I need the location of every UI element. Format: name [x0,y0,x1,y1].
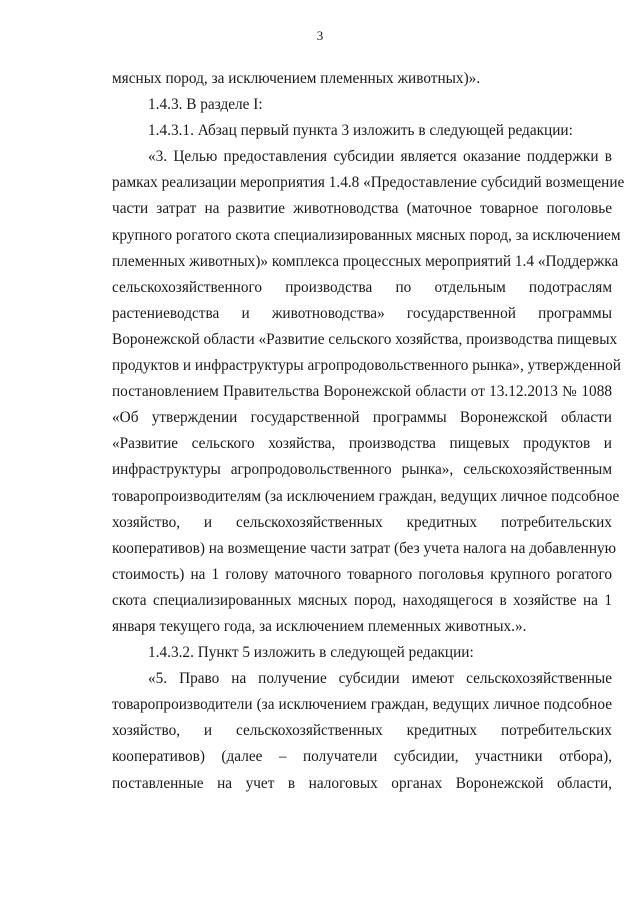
text-line: сельскохозяйственного производства по отдельным подотраслям [112,278,612,296]
text-line: мясных пород, за исключением племенных животных)». [112,70,481,87]
body-text [112,66,625,797]
text-line: Воронежской области «Развитие сельского хозяйства, производства пищевых [112,330,618,348]
text-line: января текущего года, за исключением племенных животных.». [112,617,527,635]
text-line: поставленные на учет в налоговых органах Воронежской области, [112,774,612,792]
text-line: «3. Целью предоставления субсидии является оказание поддержки в [148,148,612,166]
text-line: 1.4.3.2. Пункт 5 изложить в следующей редакции: [148,644,474,662]
text-line: крупного рогатого скота специализированных мясных пород, за исключением [112,226,621,244]
text-line: растениеводства и животноводства» государственной программы [112,304,612,322]
text-line: хозяйство, и сельскохозяйственных кредитных потребительских [112,513,612,531]
text-line: постановлением Правительства Воронежской области от 13.12.2013 № 1088 [112,383,612,401]
text-line: товаропроизводителям (за исключением граждан, ведущих личное подсобное [112,487,620,505]
text-line: кооперативов) (далее – получатели субсидии, участники отбора), [112,748,612,766]
text-line: товаропроизводители (за исключением граждан, ведущих личное подсобное [112,696,612,714]
text-line: 1.4.3. В разделе I: [148,96,263,114]
text-line: племенных животных)» комплекса процессных мероприятий 1.4 «Поддержка [112,252,619,270]
text-line: «5. Право на получение субсидии имеют сельскохозяйственные [148,670,612,688]
text-line: стоимость) на 1 голову маточного товарного поголовья крупного рогатого [112,565,612,583]
text-line: рамках реализации мероприятия 1.4.8 «Предоставление субсидий возмещение [112,174,625,192]
page-number: 3 [316,28,324,43]
text-line: части затрат на развитие животноводства (маточное товарное поголовье [112,200,612,218]
text-line: инфраструктуры агропродовольственного рынка», сельскохозяйственным [112,461,612,479]
text-line: «Развитие сельского хозяйства, производства пищевых продуктов и [112,435,612,453]
text-line: скота специализированных мясных пород, находящегося в хозяйстве на 1 [112,591,612,609]
text-line: продуктов и инфраструктуры агропродовольственного рынка», утвержденной [112,357,621,375]
text-line: хозяйство, и сельскохозяйственных кредитных потребительских [112,722,612,740]
text-line: «Об утверждении государственной программы Воронежской области [112,409,612,427]
text-line: кооперативов) на возмещение части затрат (без учета налога на добавленную [112,539,617,557]
text-line: 1.4.3.1. Абзац первый пункта 3 изложить в следующей редакции: [148,122,573,140]
